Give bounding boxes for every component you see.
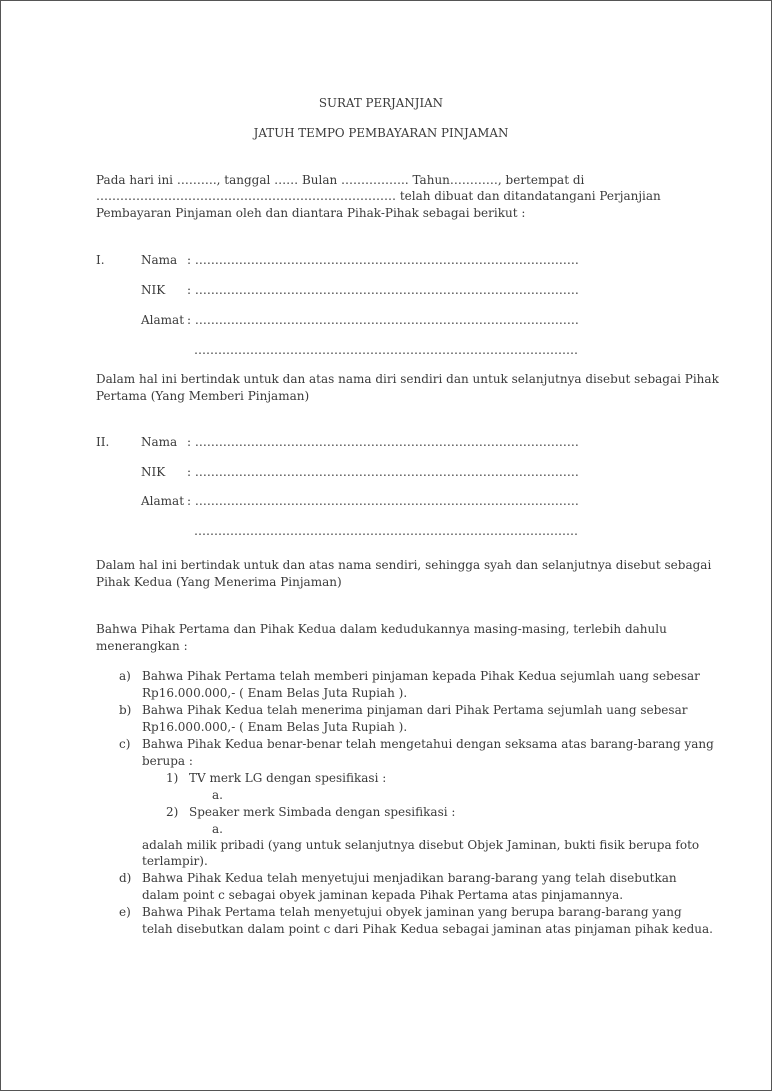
party-description: Pihak Kedua (Yang Menerima Pinjaman) <box>96 575 342 589</box>
sub-item-marker: 2) <box>166 805 179 819</box>
alamat-fill-line-continued: …………………………………………………………………………………… <box>194 343 578 357</box>
nama-label: Nama <box>141 253 178 267</box>
clause-text: dalam point c sebagai obyek jaminan kepada Pihak Pertama atas pinjamannya. <box>142 888 624 902</box>
nik-label: NIK <box>141 283 166 297</box>
party-description: Pertama (Yang Memberi Pinjaman) <box>96 389 310 403</box>
clause-marker: a) <box>119 669 131 683</box>
sub-item-letter: a. <box>212 822 223 836</box>
sub-item-text: TV merk LG dengan spesifikasi : <box>189 771 387 785</box>
preamble-line: menerangkan : <box>96 639 188 653</box>
party-numeral: II. <box>96 435 110 449</box>
nik-fill-line: : …………………………………………………………………………………… <box>187 465 579 479</box>
intro-line: Pembayaran Pinjaman oleh dan diantara Pihak-Pihak sebagai berikut : <box>96 206 526 220</box>
clause-text: Rp16.000.000,- ( Enam Belas Juta Rupiah ). <box>142 720 408 734</box>
nama-label: Nama <box>141 435 178 449</box>
clause-marker: c) <box>119 737 131 751</box>
alamat-label: Alamat <box>141 313 185 327</box>
nama-fill-line: : …………………………………………………………………………………… <box>187 253 579 267</box>
alamat-label: Alamat <box>141 494 185 508</box>
clause-text: terlampir). <box>142 854 208 868</box>
nik-fill-line: : …………………………………………………………………………………… <box>187 283 579 297</box>
sub-item-letter: a. <box>212 788 223 802</box>
clause-text: Bahwa Pihak Pertama telah menyetujui obyek jaminan yang berupa barang-barang yang <box>142 905 682 919</box>
nik-label: NIK <box>141 465 166 479</box>
intro-line: ………………………………………………………………… telah dibuat dan ditandatangani Perjanjian <box>96 189 661 203</box>
clause-text: Bahwa Pihak Kedua telah menerima pinjaman dari Pihak Pertama sejumlah uang sebesar <box>142 703 688 717</box>
clause-marker: d) <box>119 871 132 885</box>
party-numeral: I. <box>96 253 105 267</box>
document-title: SURAT PERJANJIAN <box>318 96 444 110</box>
intro-line: Pada hari ini ………., tanggal …… Bulan …………….. Tahun…………, bertempat di <box>96 173 585 187</box>
clause-text: Bahwa Pihak Pertama telah memberi pinjaman kepada Pihak Kedua sejumlah uang sebesar <box>142 669 700 683</box>
alamat-fill-line: : …………………………………………………………………………………… <box>187 494 579 508</box>
alamat-fill-line-continued: …………………………………………………………………………………… <box>194 524 578 538</box>
clause-text: Bahwa Pihak Kedua telah menyetujui menjadikan barang-barang yang telah disebutkan <box>142 871 677 885</box>
clause-marker: e) <box>119 905 131 919</box>
clause-text: Bahwa Pihak Kedua benar-benar telah mengetahui dengan seksama atas barang-barang yang <box>142 737 714 751</box>
party-description: Dalam hal ini bertindak untuk dan atas nama sendiri, sehingga syah dan selanjutnya disebut sebagai <box>96 558 712 572</box>
clause-marker: b) <box>119 703 132 717</box>
clause-text: berupa : <box>142 754 193 768</box>
preamble-line: Bahwa Pihak Pertama dan Pihak Kedua dalam kedudukannya masing-masing, terlebih dahulu <box>96 622 667 636</box>
nama-fill-line: : …………………………………………………………………………………… <box>187 435 579 449</box>
sub-item-marker: 1) <box>166 771 179 785</box>
clause-text: adalah milik pribadi (yang untuk selanjutnya disebut Objek Jaminan, bukti fisik berupa foto <box>142 838 700 852</box>
alamat-fill-line: : …………………………………………………………………………………… <box>187 313 579 327</box>
clause-text: telah disebutkan dalam point c dari Pihak Kedua sebagai jaminan atas pinjaman pihak kedua. <box>142 922 713 936</box>
document-subtitle: JATUH TEMPO PEMBAYARAN PINJAMAN <box>253 126 509 140</box>
party-description: Dalam hal ini bertindak untuk dan atas nama diri sendiri dan untuk selanjutnya disebut sebagai Pihak <box>96 372 719 386</box>
clause-text: Rp16.000.000,- ( Enam Belas Juta Rupiah ). <box>142 686 408 700</box>
sub-item-text: Speaker merk Simbada dengan spesifikasi : <box>189 805 456 819</box>
